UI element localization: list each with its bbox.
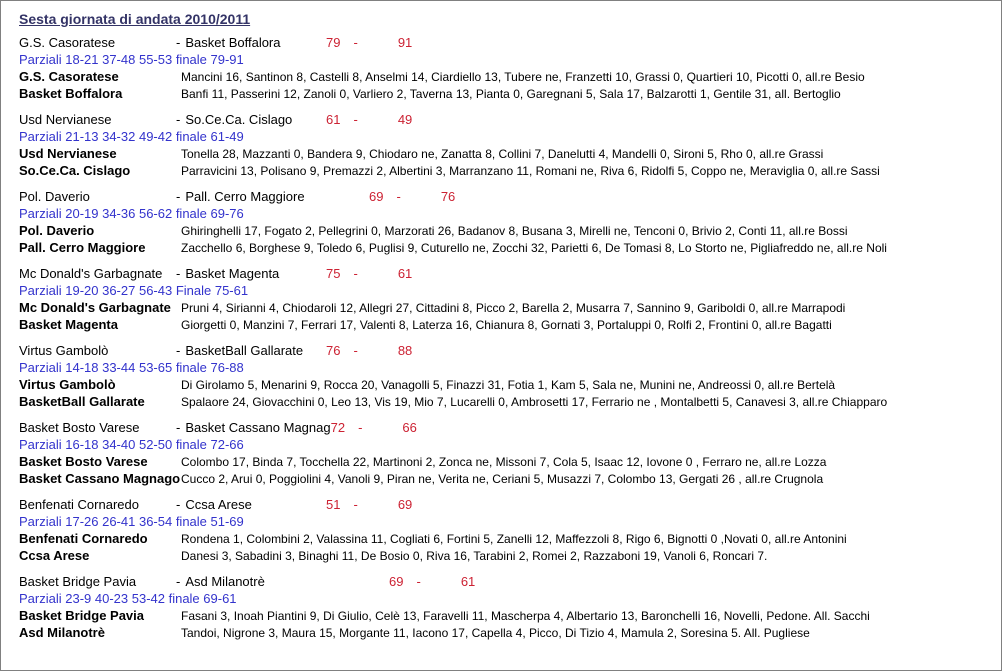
roster-players: Ghiringhelli 17, Fogato 2, Pellegrini 0, Marzorati 26, Badanov 8, Busana 3, Mirelli ne, Tenconi 0, Brivio 2, Conti 11, all.re Bossi <box>181 224 848 238</box>
away-roster-row <box>19 239 1001 256</box>
match-line <box>19 573 1001 590</box>
score <box>326 342 412 359</box>
game-block-8 <box>19 573 1001 641</box>
home-score: 76 <box>326 343 341 358</box>
score-separator: - <box>396 189 401 204</box>
away-team-cell <box>176 111 326 128</box>
roster-players: Colombo 17, Binda 7, Tocchella 22, Martinoni 2, Zonca ne, Missoni 7, Cola 5, Isaac 12, Iovone 0 , Ferraro ne, all.re Lozza <box>181 455 827 469</box>
away-roster-row <box>19 85 1001 102</box>
away-roster-row <box>19 393 1001 410</box>
team-separator: - <box>176 420 181 435</box>
home-roster-row <box>19 145 1001 162</box>
away-score: 91 <box>397 35 413 50</box>
team-separator: - <box>176 266 181 281</box>
home-roster-row <box>19 299 1001 316</box>
roster-team-name: Basket Boffalora <box>19 86 123 101</box>
away-roster-row <box>19 316 1001 333</box>
match-line <box>19 188 1001 205</box>
home-score: 75 <box>326 266 341 281</box>
home-score: 79 <box>326 35 341 50</box>
home-roster-row <box>19 530 1001 547</box>
game-block-1 <box>19 34 1001 102</box>
page-title[interactable]: Sesta giornata di andata 2010/2011 <box>19 11 251 27</box>
team-separator: - <box>176 497 181 512</box>
roster-team-name: So.Ce.Ca. Cislago <box>19 163 131 178</box>
roster-team-name: BasketBall Gallarate <box>19 394 145 409</box>
score-separator: - <box>353 266 358 281</box>
score <box>331 419 417 436</box>
game-block-7 <box>19 496 1001 564</box>
roster-team-name: Benfenati Cornaredo <box>19 531 148 546</box>
home-roster-row <box>19 68 1001 85</box>
match-line <box>19 265 1001 282</box>
roster-team-name: Mc Donald's Garbagnate <box>19 300 171 315</box>
home-score: 51 <box>326 497 341 512</box>
score <box>326 111 412 128</box>
away-team-cell <box>176 496 326 513</box>
home-score: 61 <box>326 112 341 127</box>
away-team-cell <box>176 342 326 359</box>
roster-team-name: Pall. Cerro Maggiore <box>19 240 146 255</box>
roster-team-name: Basket Cassano Magnago <box>19 471 181 486</box>
roster-players: Fasani 3, Inoah Piantini 9, Di Giulio, Celè 13, Faravelli 11, Mascherpa 4, Albertario 13, Baronchelli 16, Novelli, Pedone. All. Sacchi <box>181 609 870 623</box>
roster-team-name: Usd Nervianese <box>19 146 117 161</box>
away-score: 61 <box>460 574 476 589</box>
games-list <box>19 34 1001 641</box>
team-separator: - <box>176 343 181 358</box>
game-block-4 <box>19 265 1001 333</box>
away-roster-row <box>19 162 1001 179</box>
away-team-cell <box>176 34 326 51</box>
home-roster-row <box>19 376 1001 393</box>
roster-players: Tandoi, Nigrone 3, Maura 15, Morgante 11, Iacono 17, Capella 4, Picco, Di Tizio 4, Mamula 2, Soresina 5. All. Pugliese <box>181 626 810 640</box>
away-roster-row <box>19 470 1001 487</box>
home-team-name: Benfenati Cornaredo <box>19 497 139 512</box>
match-line <box>19 419 1001 436</box>
roster-players: Mancini 16, Santinon 8, Castelli 8, Anselmi 14, Ciardiello 13, Tubere ne, Franzetti 10, Grassi 0, Quartieri 10, Picotti 0, all.re Besio <box>181 70 865 84</box>
home-team-name: Mc Donald's Garbagnate <box>19 266 163 281</box>
roster-team-name: Basket Bosto Varese <box>19 454 148 469</box>
game-block-2 <box>19 111 1001 179</box>
score-separator: - <box>353 343 358 358</box>
game-block-5 <box>19 342 1001 410</box>
roster-players: Parravicini 13, Polisano 9, Premazzi 2, Albertini 3, Marranzano 11, Romani ne, Riva 6, Ridolfi 5, Coppo ne, Meraviglia 0, all.re Sassi <box>181 164 880 178</box>
partials-line: Parziali 20-19 34-36 56-62 finale 69-76 <box>19 206 244 221</box>
home-score: 69 <box>369 189 384 204</box>
home-team-name: Pol. Daverio <box>19 189 90 204</box>
roster-players: Zacchello 6, Borghese 9, Toledo 6, Puglisi 9, Cuturello ne, Zocchi 32, Parietti 6, De Tomasi 8, Lo Storto ne, Pigliafreddo ne, all.re Noli <box>181 241 887 255</box>
score <box>369 188 455 205</box>
roster-team-name: Virtus Gambolò <box>19 377 116 392</box>
home-team-name: Usd Nervianese <box>19 112 112 127</box>
away-team-cell <box>176 419 331 436</box>
away-score: 69 <box>397 497 413 512</box>
away-team-name: Ccsa Arese <box>185 497 252 512</box>
away-team-name: Basket Boffalora <box>185 35 281 50</box>
home-team-name: Virtus Gambolò <box>19 343 109 358</box>
match-line <box>19 496 1001 513</box>
score <box>389 573 475 590</box>
roster-team-name: Basket Magenta <box>19 317 118 332</box>
partials-line: Parziali 21-13 34-32 49-42 finale 61-49 <box>19 129 244 144</box>
roster-players: Di Girolamo 5, Menarini 9, Rocca 20, Vanagolli 5, Finazzi 31, Fotia 1, Kam 5, Sala ne, Munini ne, Andreossi 0, all.re Bertelà <box>181 378 836 392</box>
away-team-cell <box>176 188 326 205</box>
home-score: 69 <box>389 574 404 589</box>
score-separator: - <box>353 112 358 127</box>
partials-line: Parziali 18-21 37-48 55-53 finale 79-91 <box>19 52 244 67</box>
away-team-name: Basket Cassano Magnag <box>185 420 331 435</box>
match-line <box>19 34 1001 51</box>
away-score: 76 <box>440 189 456 204</box>
home-team-name: Basket Bosto Varese <box>19 420 140 435</box>
roster-team-name: Basket Bridge Pavia <box>19 608 145 623</box>
score <box>326 265 412 282</box>
roster-players: Spalaore 24, Giovacchini 0, Leo 13, Vis 19, Mio 7, Lucarelli 0, Ambrosetti 17, Ferrario ne , Montalbetti 5, Canavesi 3, all.re Chiapparo <box>181 395 888 409</box>
away-team-cell <box>176 265 326 282</box>
roster-team-name: G.S. Casoratese <box>19 69 119 84</box>
score <box>326 496 412 513</box>
score-separator: - <box>353 497 358 512</box>
home-roster-row <box>19 453 1001 470</box>
home-roster-row <box>19 607 1001 624</box>
away-roster-row <box>19 547 1001 564</box>
roster-team-name: Asd Milanotrè <box>19 625 105 640</box>
partials-line: Parziali 23-9 40-23 53-42 finale 69-61 <box>19 591 237 606</box>
away-score: 66 <box>402 420 417 435</box>
partials-line: Parziali 14-18 33-44 53-65 finale 76-88 <box>19 360 244 375</box>
away-team-name: Basket Magenta <box>185 266 280 281</box>
partials-line: Parziali 16-18 34-40 52-50 finale 72-66 <box>19 437 244 452</box>
roster-players: Tonella 28, Mazzanti 0, Bandera 9, Chiodaro ne, Zanatta 8, Collini 7, Danelutti 4, Mandelli 0, Sironi 5, Rho 0, all.re Grassi <box>181 147 824 161</box>
roster-team-name: Ccsa Arese <box>19 548 90 563</box>
roster-players: Danesi 3, Sabadini 3, Binaghi 11, De Bosio 0, Riva 16, Tarabini 2, Romei 2, Razzaboni 19, Vanoli 6, Roncari 7. <box>181 549 768 563</box>
game-block-3 <box>19 188 1001 256</box>
team-separator: - <box>176 112 181 127</box>
game-block-6 <box>19 419 1001 487</box>
away-score: 88 <box>397 343 413 358</box>
away-score: 61 <box>397 266 413 281</box>
home-roster-row <box>19 222 1001 239</box>
roster-players: Banfi 11, Passerini 12, Zanoli 0, Varliero 2, Taverna 13, Pianta 0, Garegnani 5, Sala 17, Balzarotti 1, Gentile 31, all. Bertoglio <box>181 87 841 101</box>
score-separator: - <box>353 35 358 50</box>
away-team-name: Pall. Cerro Maggiore <box>185 189 305 204</box>
team-separator: - <box>176 189 181 204</box>
match-line <box>19 342 1001 359</box>
roster-team-name: Pol. Daverio <box>19 223 95 238</box>
score <box>326 34 412 51</box>
score-separator: - <box>358 420 363 435</box>
partials-line: Parziali 19-20 36-27 56-43 Finale 75-61 <box>19 283 249 298</box>
team-separator: - <box>176 35 181 50</box>
roster-players: Pruni 4, Sirianni 4, Chiodaroli 12, Allegri 27, Cittadini 8, Picco 2, Barella 2, Musarra 7, Sannino 9, Gariboldi 0, all.re Marrapodi <box>181 301 846 315</box>
partials-line: Parziali 17-26 26-41 36-54 finale 51-69 <box>19 514 244 529</box>
away-team-cell <box>176 573 326 590</box>
away-score: 49 <box>397 112 413 127</box>
home-team-name: G.S. Casoratese <box>19 35 116 50</box>
roster-players: Rondena 1, Colombini 2, Valassina 11, Cogliati 6, Fortini 5, Zanelli 12, Maffezzoli 8, Rigo 6, Bignotti 0 ,Novati 0, all.re Antonini <box>181 532 847 546</box>
score-separator: - <box>416 574 421 589</box>
roster-players: Cucco 2, Arui 0, Poggiolini 4, Vanoli 9, Piran ne, Verita ne, Ceriani 5, Musazzi 7, Colombo 13, Gergati 26 , all.re Crugnola <box>181 472 824 486</box>
team-separator: - <box>176 574 181 589</box>
away-team-name: BasketBall Gallarate <box>185 343 304 358</box>
away-roster-row <box>19 624 1001 641</box>
away-team-name: Asd Milanotrè <box>185 574 265 589</box>
away-team-name: So.Ce.Ca. Cislago <box>185 112 293 127</box>
roster-players: Giorgetti 0, Manzini 7, Ferrari 17, Valenti 8, Laterza 16, Chianura 8, Gornati 3, Portaluppi 0, Rolfi 2, Frontini 0, all.re Bagatti <box>181 318 832 332</box>
home-score: 72 <box>330 420 346 435</box>
home-team-name: Basket Bridge Pavia <box>19 574 137 589</box>
match-line <box>19 111 1001 128</box>
